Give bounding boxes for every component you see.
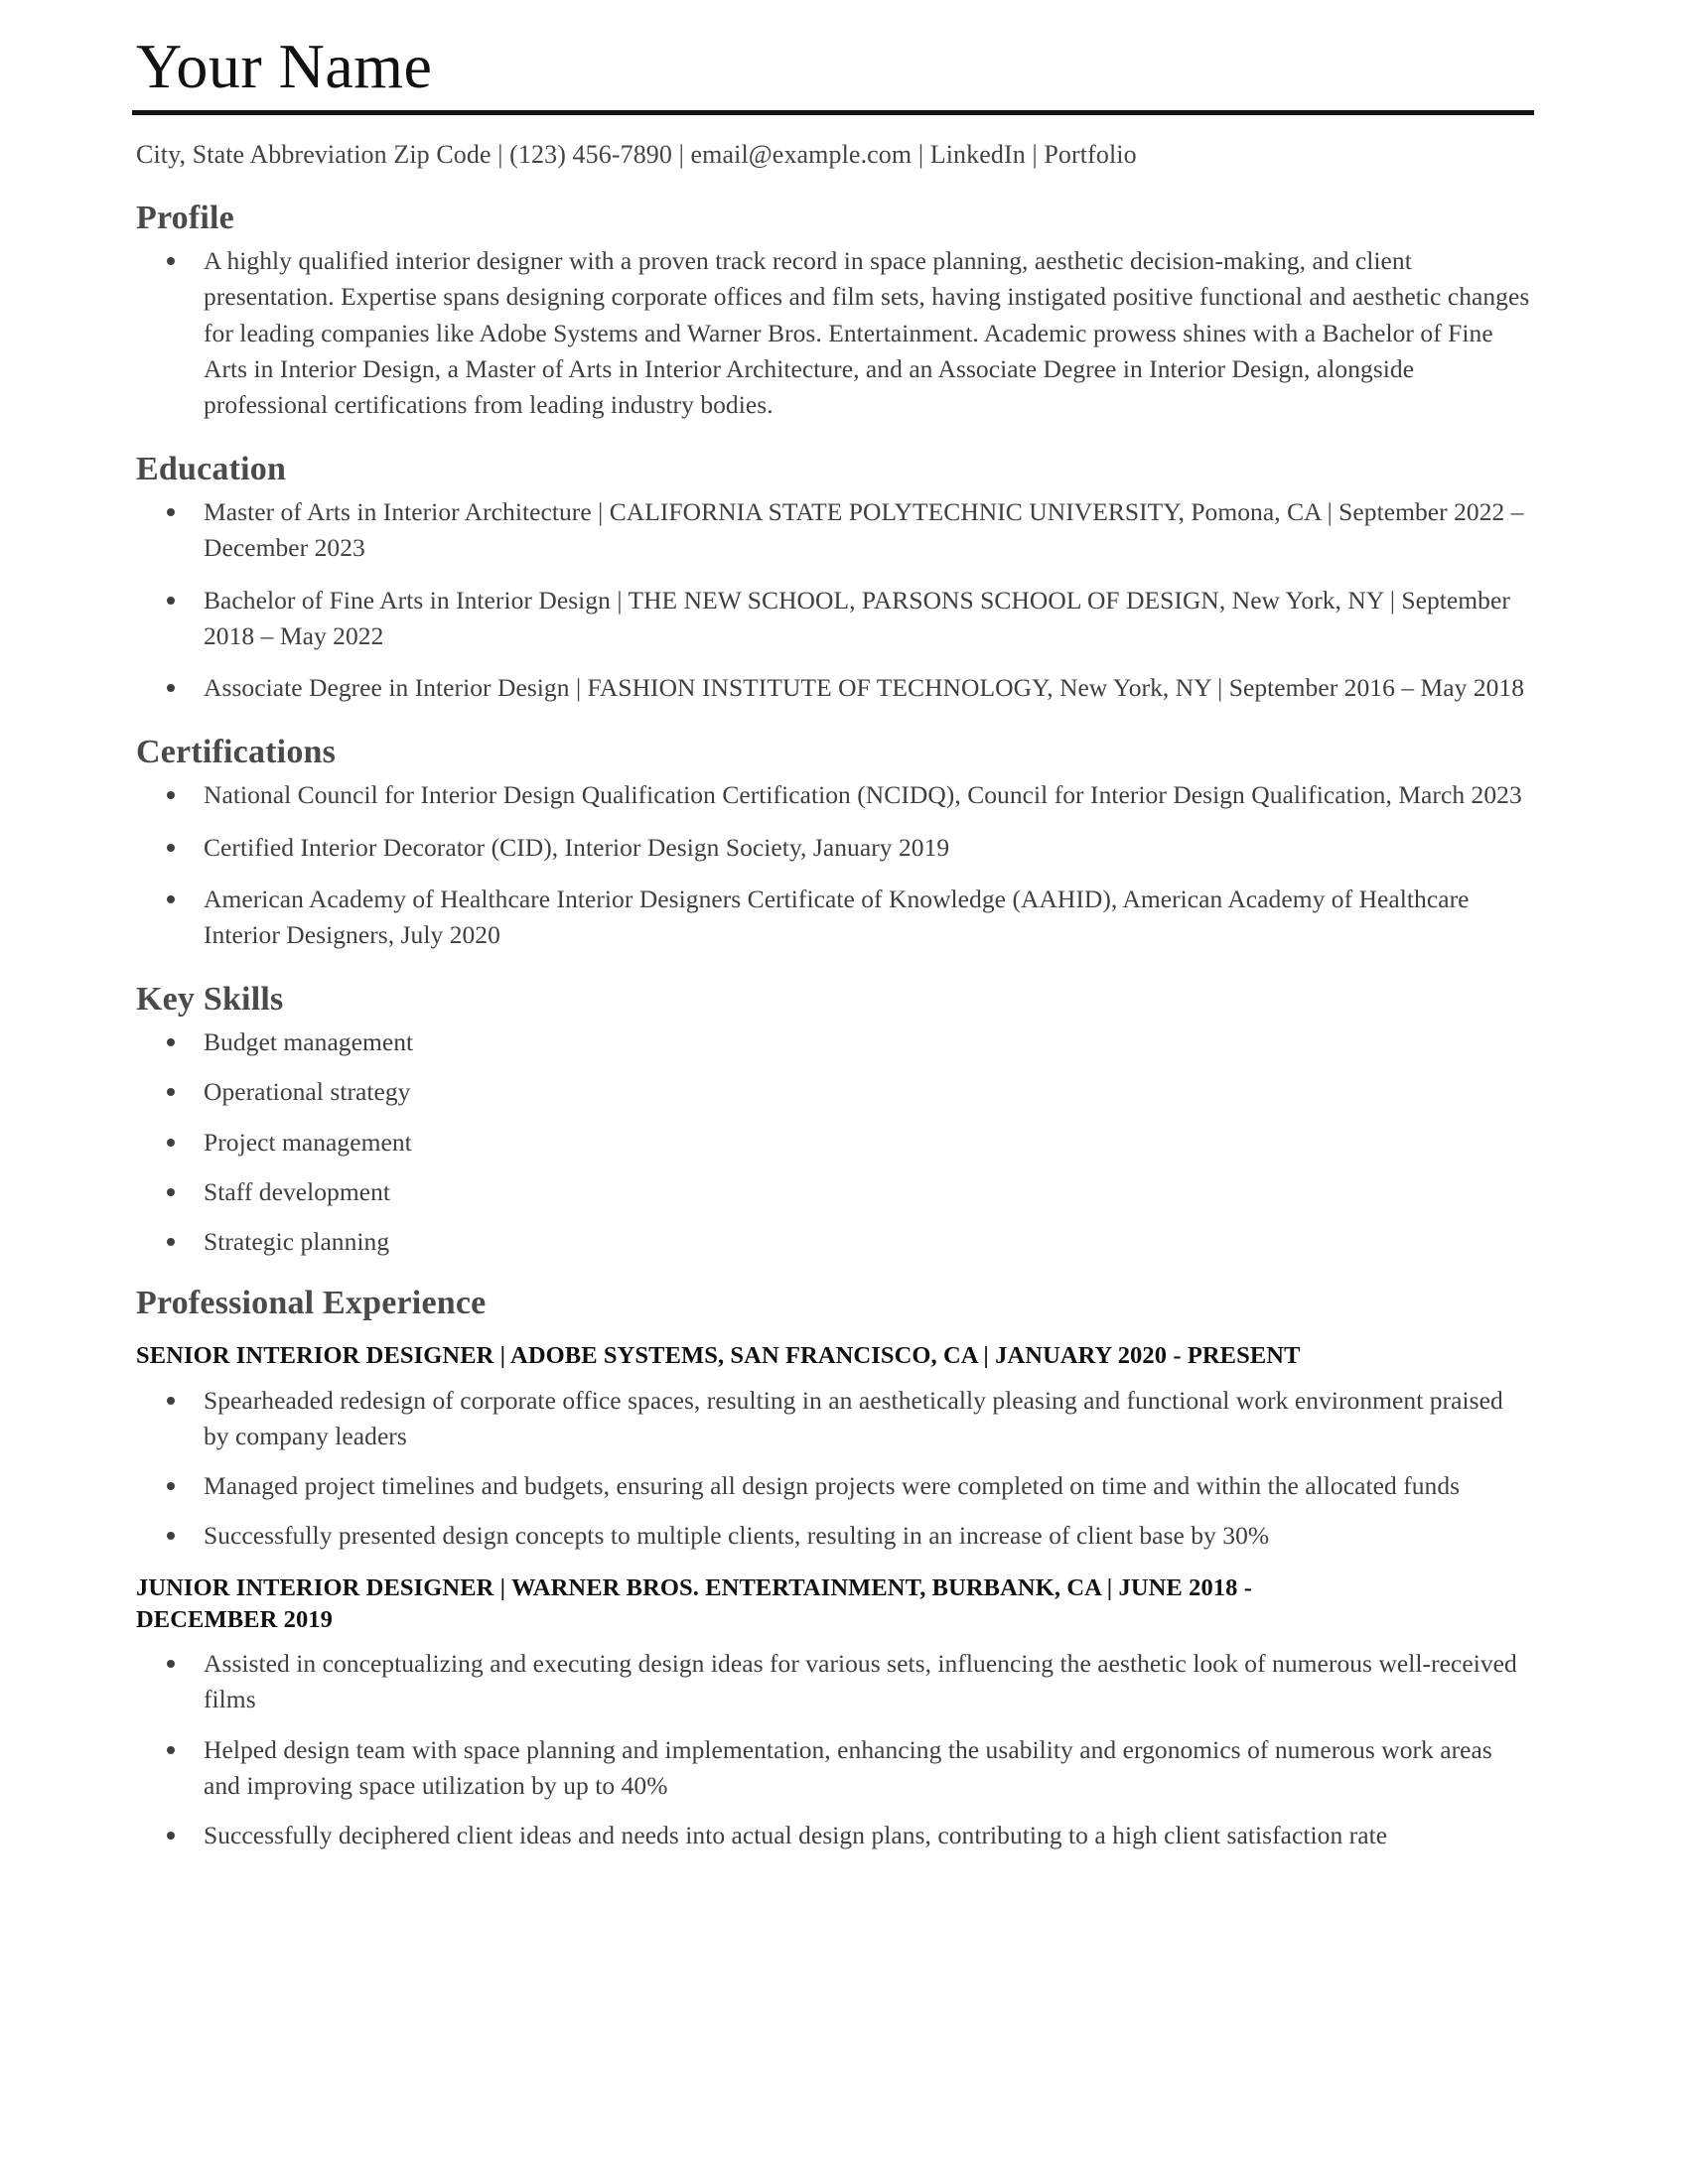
section-professional-experience [132,1284,1534,1853]
section-heading-professional-experience: Professional Experience [136,1285,487,1322]
experience-bullet-list [132,1646,1534,1853]
list-item: Master of Arts in Interior Architecture | CALIFORNIA STATE POLYTECHNIC UNIVERSITY, Pomona, CA | September 2022 – December 2023 [132,494,1534,566]
list-item: Managed project timelines and budgets, ensuring all design projects were completed on time and within the allocated funds [132,1468,1534,1504]
list-item: Successfully presented design concepts to multiple clients, resulting in an increase of client base by 30% [132,1518,1534,1554]
section-education [132,450,1534,706]
list-item: Associate Degree in Interior Design | FASHION INSTITUTE OF TECHNOLOGY, New York, NY | September 2016 – May 2018 [132,670,1534,706]
list-item: Project management [132,1125,1534,1160]
section-heading-profile: Profile [136,200,234,237]
section-heading-education: Education [136,451,287,488]
list-item: American Academy of Healthcare Interior Designers Certificate of Knowledge (AAHID), American Academy of Healthcare Interior Designers, July 2020 [132,882,1534,953]
section-heading-certifications: Certifications [136,734,337,771]
list-item: Strategic planning [132,1224,1534,1260]
experience-entry [132,1340,1534,1554]
section-certifications [132,733,1534,953]
page-title: Your Name [136,31,433,101]
profile-list [132,243,1534,423]
list-item: Helped design team with space planning and implementation, enhancing the usability and ergonomics of numerous work areas and improving space utilization by up to 40% [132,1732,1534,1804]
resume-content [132,0,1534,1867]
education-list [132,494,1534,706]
section-heading-key-skills: Key Skills [136,981,284,1019]
resume-header [132,0,1534,172]
list-item: A highly qualified interior designer with a proven track record in space planning, aesthetic decision-making, and client presentation. Expertise spans designing corporate offices and film sets, having instigated positive functional and aesthetic changes for leading companies like Adobe Systems and Warner Bros. Entertainment. Academic prowess shines with a Bachelor of Fine Arts in Interior Design, a Master of Arts in Interior Architecture, and an Associate Degree in Interior Design, alongside professional certifications from leading industry bodies. [132,243,1534,423]
experience-entry [132,1572,1534,1854]
section-key-skills [132,980,1534,1260]
list-item: Operational strategy [132,1074,1534,1110]
list-item: Bachelor of Fine Arts in Interior Design | THE NEW SCHOOL, PARSONS SCHOOL OF DESIGN, New York, NY | September 2018 – May 2022 [132,583,1534,654]
job-title-line: JUNIOR INTERIOR DESIGNER | WARNER BROS. ENTERTAINMENT, BURBANK, CA | JUNE 2018 - DECEMBER 2019 [136,1573,1252,1633]
job-title-line: SENIOR INTERIOR DESIGNER | ADOBE SYSTEMS, SAN FRANCISCO, CA | JANUARY 2020 - PRESENT [136,1342,1301,1370]
list-item: Spearheaded redesign of corporate office spaces, resulting in an aesthetically pleasing and functional work environment praised by company leaders [132,1383,1534,1454]
section-profile [132,199,1534,423]
contact-info-line: City, State Abbreviation Zip Code | (123) 456-7890 | email@example.com | LinkedIn | Portfolio [136,140,1137,170]
list-item: Successfully deciphered client ideas and needs into actual design plans, contributing to a high client satisfaction rate [132,1818,1534,1853]
list-item: Staff development [132,1174,1534,1210]
certifications-list [132,777,1534,953]
list-item: Certified Interior Decorator (CID), Interior Design Society, January 2019 [132,830,1534,866]
list-item: National Council for Interior Design Qualification Certification (NCIDQ), Council for Interior Design Qualification, March 2023 [132,777,1534,813]
list-item: Budget management [132,1024,1534,1060]
list-item: Assisted in conceptualizing and executing design ideas for various sets, influencing the aesthetic look of numerous well-received films [132,1646,1534,1717]
experience-bullet-list [132,1383,1534,1555]
key-skills-list [132,1024,1534,1260]
